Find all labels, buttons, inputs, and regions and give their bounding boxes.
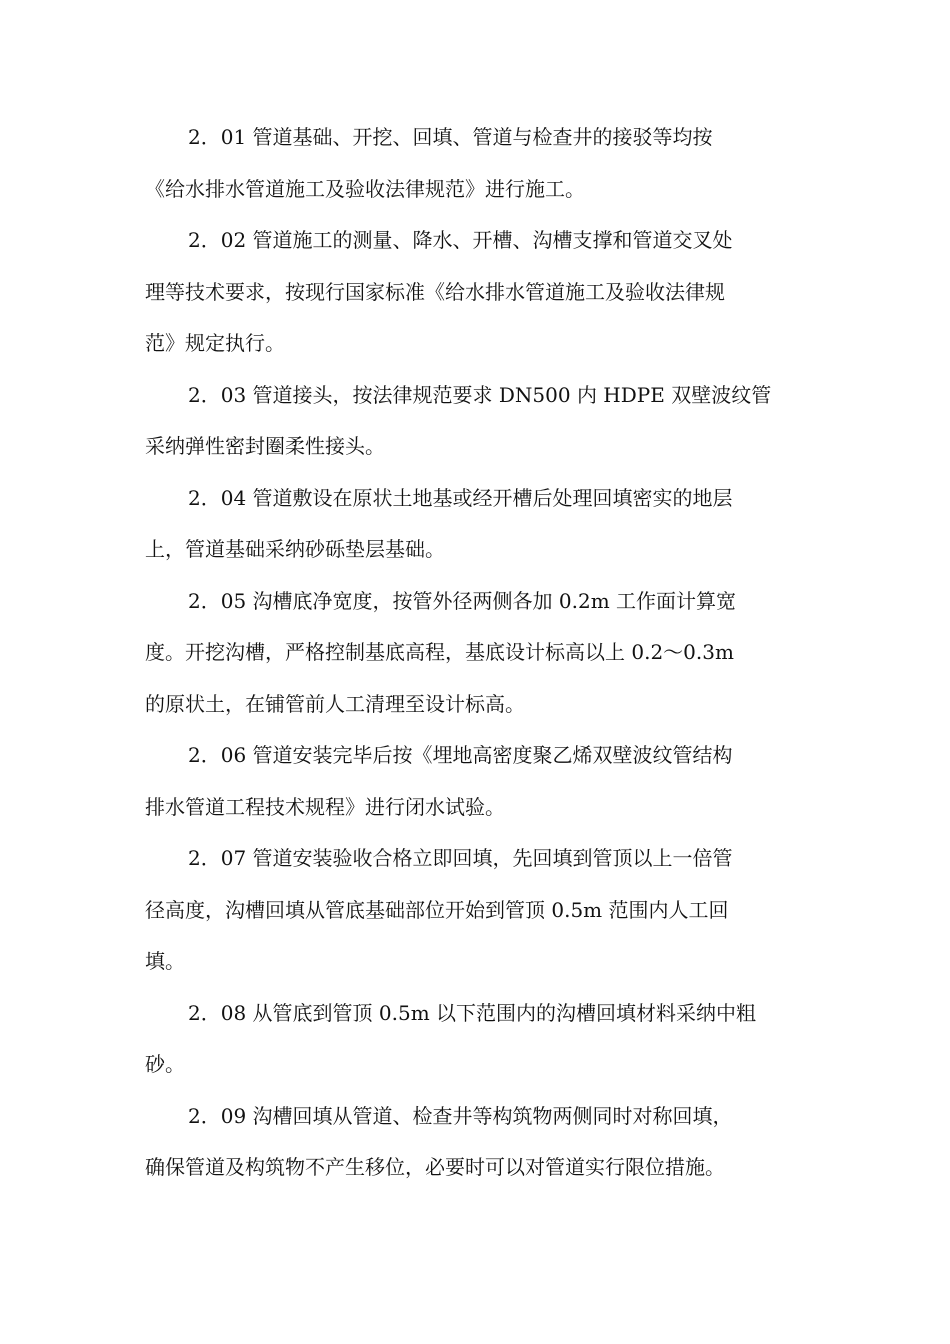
paragraph-line: 《给水排水管道施工及验收法律规范》进行施工。 xyxy=(145,176,585,201)
paragraph-line: 2．05 沟槽底净宽度，按管外径两侧各加 0.2m 工作面计算宽 xyxy=(188,588,737,613)
paragraph-2-03 xyxy=(145,370,805,473)
paragraph-line: 2．06 管道安装完毕后按《埋地高密度聚乙烯双壁波纹管结构 xyxy=(188,743,733,767)
paragraph-line: 填。 xyxy=(145,949,185,973)
paragraph-line: 理等技术要求，按现行国家标准《给水排水管道施工及验收法律规 xyxy=(145,279,725,304)
paragraph-line: 上，管道基础采纳砂砾垫层基础。 xyxy=(145,537,445,561)
paragraph-2-06 xyxy=(145,730,805,833)
paragraph-line: 排水管道工程技术规程》进行闭水试验。 xyxy=(145,794,505,819)
paragraph-line: 采纳弹性密封圈柔性接头。 xyxy=(145,434,385,458)
paragraph-line: 确保管道及构筑物不产生移位，必要时可以对管道实行限位措施。 xyxy=(145,1155,725,1179)
paragraph-line: 2．04 管道敷设在原状土地基或经开槽后处理回填密实的地层 xyxy=(188,485,733,510)
paragraph-line: 2．09 沟槽回填从管道、检查井等构筑物两侧同时对称回填， xyxy=(188,1103,733,1128)
paragraph-line: 2．03 管道接头，按法律规范要求 DN500 内 HDPE 双壁波纹管 xyxy=(188,382,772,407)
paragraph-2-05 xyxy=(145,576,805,731)
paragraph-line: 度。开挖沟槽，严格控制基底高程，基底设计标高以上 0.2～0.3m xyxy=(145,640,734,664)
paragraph-line: 砂。 xyxy=(145,1052,185,1076)
document-body xyxy=(145,112,805,1194)
paragraph-2-02 xyxy=(145,215,805,370)
paragraph-line: 范》规定执行。 xyxy=(145,331,285,355)
paragraph-line: 径高度，沟槽回填从管底基础部位开始到管顶 0.5m 范围内人工回 xyxy=(145,897,729,922)
paragraph-2-01 xyxy=(145,112,805,215)
paragraph-line: 2．01 管道基础、开挖、回填、管道与检查井的接驳等均按 xyxy=(188,125,713,149)
paragraph-2-07 xyxy=(145,833,805,988)
paragraph-2-04 xyxy=(145,473,805,576)
paragraph-line: 2．08 从管底到管顶 0.5m 以下范围内的沟槽回填材料采纳中粗 xyxy=(188,1000,757,1025)
paragraph-2-09 xyxy=(145,1091,805,1194)
paragraph-2-08 xyxy=(145,988,805,1091)
paragraph-line: 2．07 管道安装验收合格立即回填，先回填到管顶以上一倍管 xyxy=(188,846,733,870)
paragraph-line: 的原状土，在铺管前人工清理至设计标高。 xyxy=(145,691,525,716)
paragraph-line: 2．02 管道施工的测量、降水、开槽、沟槽支撑和管道交叉处 xyxy=(188,228,733,252)
